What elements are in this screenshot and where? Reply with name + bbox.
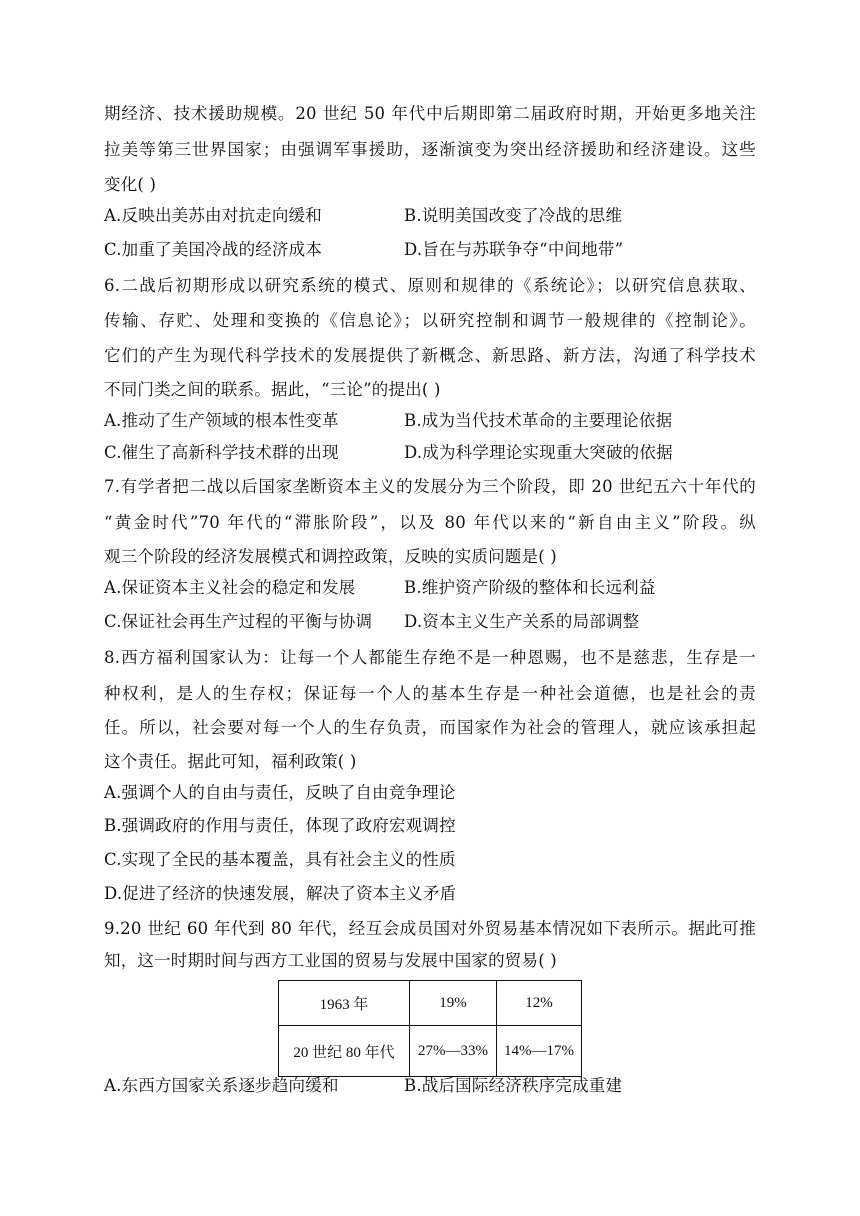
q6-option-c[interactable]: C.催生了高新科学技术群的出现 [104, 443, 339, 462]
q7-option-a[interactable]: A.保证资本主义社会的稳定和发展 [104, 578, 356, 597]
q9-stem-line-2: 知，这一时期时间与西方工业国的贸易与发展中国家的贸易( ) [104, 951, 557, 970]
q9-option-a[interactable]: A.东西方国家关系逐步趋向缓和 [104, 1076, 339, 1095]
q5-option-b[interactable]: B.说明美国改变了冷战的思维 [404, 206, 623, 225]
q6-option-d[interactable]: D.成为科学理论实现重大突破的依据 [404, 443, 673, 462]
table-cell-period: 20 世纪 80 年代 [279, 1026, 410, 1077]
q8-stem-line-1: 8.西方福利国家认为：让每一个人都能生存绝不是一种恩赐，也不是慈悲，生存是一 [104, 648, 756, 667]
q7-stem-line-1: 7.有学者把二战以后国家垄断资本主义的发展分为三个阶段，即 20 世纪五六十年代的 [104, 477, 756, 496]
q8-option-c[interactable]: C.实现了全民的基本覆盖，具有社会主义的性质 [104, 850, 456, 869]
q5-stem-line-3: 变化( ) [104, 175, 157, 194]
q8-option-a[interactable]: A.强调个人的自由与责任，反映了自由竞争理论 [104, 783, 456, 802]
q5-option-a[interactable]: A.反映出美苏由对抗走向缓和 [104, 206, 322, 225]
q8-stem-line-2: 种权利，是人的生存权；保证每一个人的基本生存是一种社会道德，也是社会的责 [104, 684, 756, 703]
table-row [279, 1026, 582, 1077]
q7-stem-line-3: 观三个阶段的经济发展模式和调控政策，反映的实质问题是( ) [104, 547, 557, 566]
q8-stem-line-4: 这个责任。据此可知，福利政策( ) [104, 752, 357, 771]
table-cell-value: 14%—17% [497, 1026, 582, 1077]
q9-option-b[interactable]: B.战后国际经济秩序完成重建 [404, 1076, 623, 1095]
q7-option-d[interactable]: D.资本主义生产关系的局部调整 [404, 612, 640, 631]
q6-option-b[interactable]: B.成为当代技术革命的主要理论依据 [404, 411, 673, 430]
table-cell-period: 1963 年 [279, 981, 410, 1026]
q6-stem-line-2: 传输、存贮、处理和变换的《信息论》；以研究控制和调节一般规律的《控制论》。 [104, 311, 756, 330]
q8-stem-line-3: 任。所以，社会要对每一个人的生存负责，而国家作为社会的管理人，就应该承担起 [104, 718, 756, 737]
q6-option-a[interactable]: A.推动了生产领域的根本性变革 [104, 411, 339, 430]
q6-stem-line-3: 它们的产生为现代科学技术的发展提供了新概念、新思路、新方法，沟通了科学技术 [104, 346, 756, 365]
table-row [279, 981, 582, 1026]
table-cell-value: 19% [410, 981, 497, 1026]
q6-stem-line-1: 6.二战后初期形成以研究系统的模式、原则和规律的《系统论》；以研究信息获取、 [104, 276, 756, 295]
q7-stem-line-2: “黄金时代”70 年代的“滞胀阶段”，以及 80 年代以来的“新自由主义”阶段。纵 [104, 513, 756, 532]
trade-data-table [278, 980, 582, 1077]
q7-option-c[interactable]: C.保证社会再生产过程的平衡与协调 [104, 612, 373, 631]
q5-stem-line-2: 拉美等第三世界国家；由强调军事援助，逐渐演变为突出经济援助和经济建设。这些 [104, 140, 756, 159]
q7-option-b[interactable]: B.维护资产阶级的整体和长远利益 [404, 578, 656, 597]
table-cell-value: 27%—33% [410, 1026, 497, 1077]
q5-option-c[interactable]: C.加重了美国冷战的经济成本 [104, 240, 323, 259]
q6-stem-line-4: 不同门类之间的联系。据此，“三论”的提出( ) [104, 380, 441, 399]
q9-stem-line-1: 9.20 世纪 60 年代到 80 年代，经互会成员国对外贸易基本情况如下表所示。据此可推 [104, 919, 756, 938]
q5-option-d[interactable]: D.旨在与苏联争夺“中间地带” [404, 240, 624, 259]
q8-option-d[interactable]: D.促进了经济的快速发展，解决了资本主义矛盾 [104, 884, 457, 903]
q5-stem-line-1: 期经济、技术援助规模。20 世纪 50 年代中后期即第二届政府时期，开始更多地关注 [104, 104, 756, 123]
q8-option-b[interactable]: B.强调政府的作用与责任，体现了政府宏观调控 [104, 816, 456, 835]
table-cell-value: 12% [497, 981, 582, 1026]
